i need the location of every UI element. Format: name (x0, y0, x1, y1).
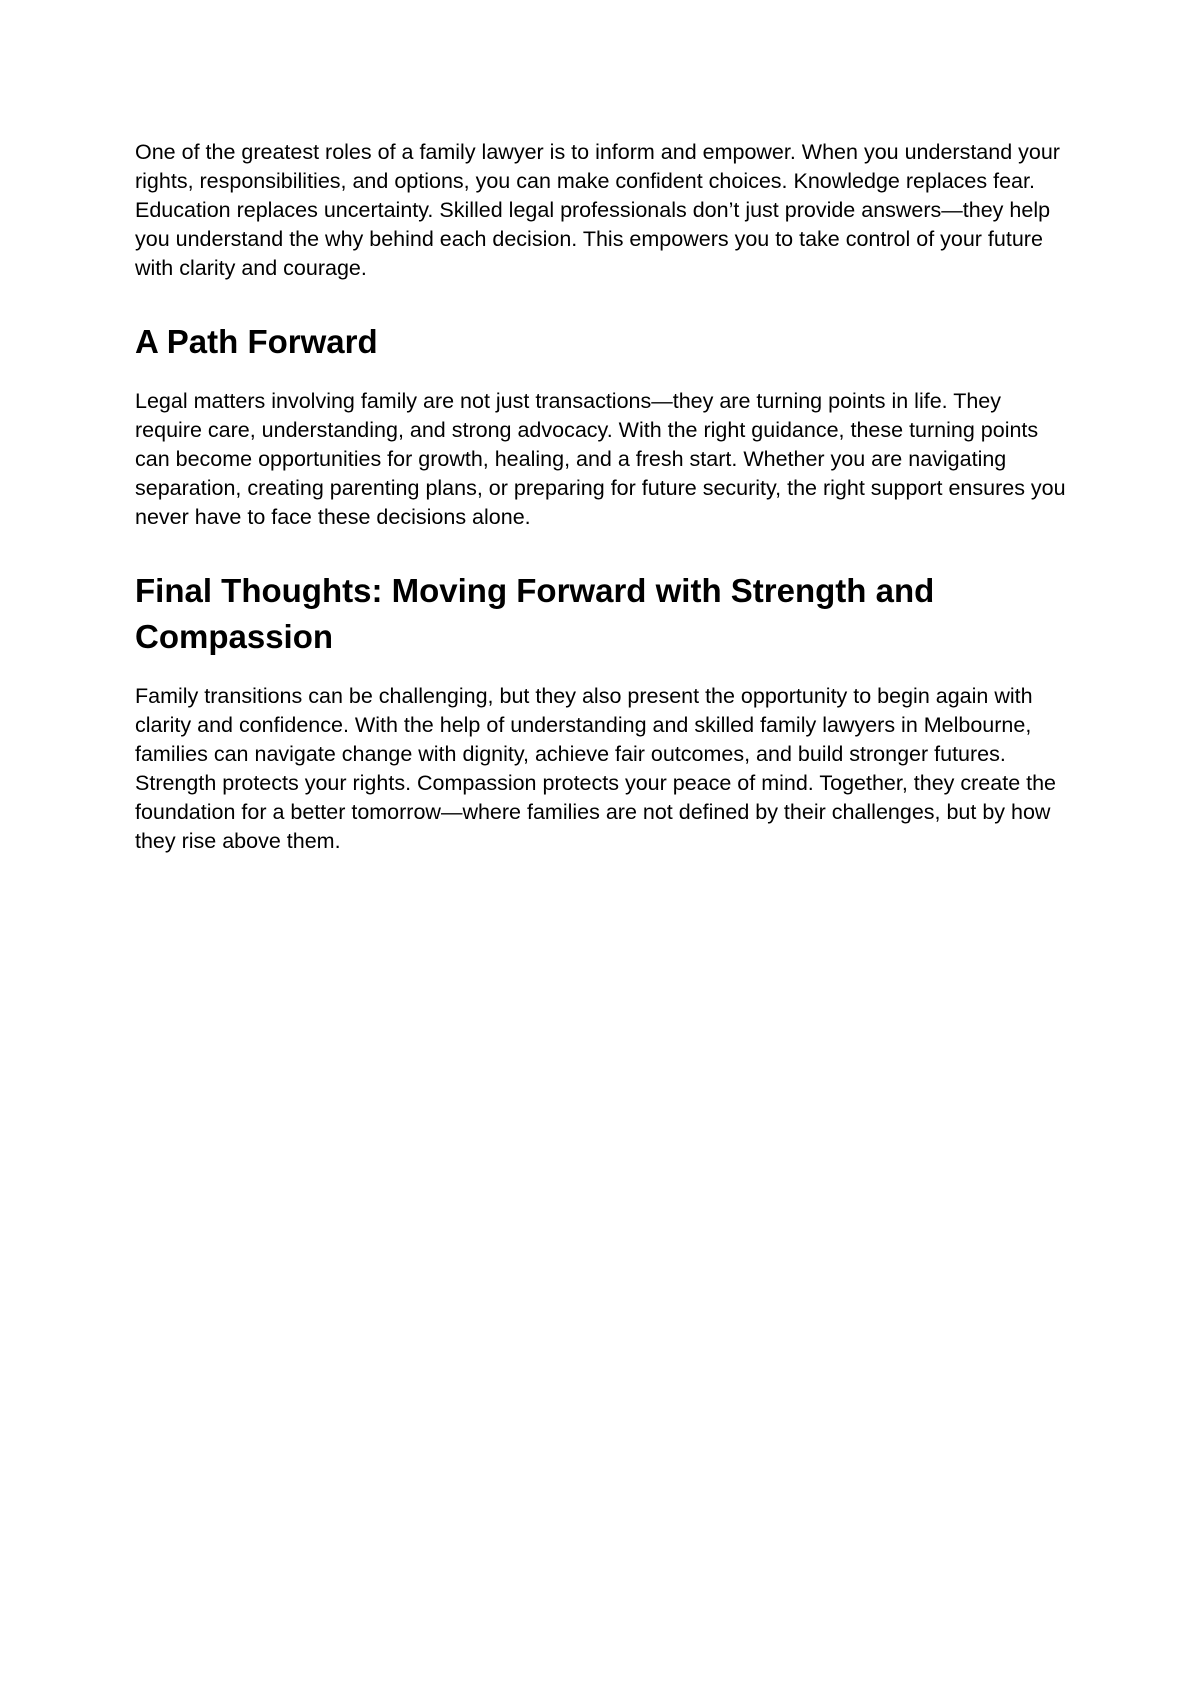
paragraph-path-forward: Legal matters involving family are not just transactions—they are turning points in life. They require care, understanding, and strong advocacy. With the right guidance, these turning points can become opportunities for growth, healing, and a fresh start. Whether you are navigating separation, creating parenting plans, or preparing for future security, the right support ensures you never have to face these decisions alone. (135, 389, 1066, 529)
heading-a-path-forward: A Path Forward (135, 323, 378, 360)
paragraph-final-thoughts: Family transitions can be challenging, but they also present the opportunity to begin again with clarity and confidence. With the help of understanding and skilled family lawyers in Melbourne, families can navigate change with dignity, achieve fair outcomes, and build stronger futures. Strength protects your rights. Compassion protects your peace of mind. Together, they create the foundation for a better tomorrow—where families are not defined by their challenges, but by how they rise above them. (135, 684, 1057, 853)
heading-final-thoughts: Final Thoughts: Moving Forward with Strength and Compassion (135, 572, 935, 655)
document-content (135, 138, 1067, 856)
paragraph-inform-empower: One of the greatest roles of a family lawyer is to inform and empower. When you understand your rights, responsibilities, and options, you can make confident choices. Knowledge replaces fear. Education replaces uncertainty. Skilled legal professionals don’t just provide answers—they help you understand the why behind each decision. This empowers you to take control of your future with clarity and courage. (135, 140, 1060, 280)
